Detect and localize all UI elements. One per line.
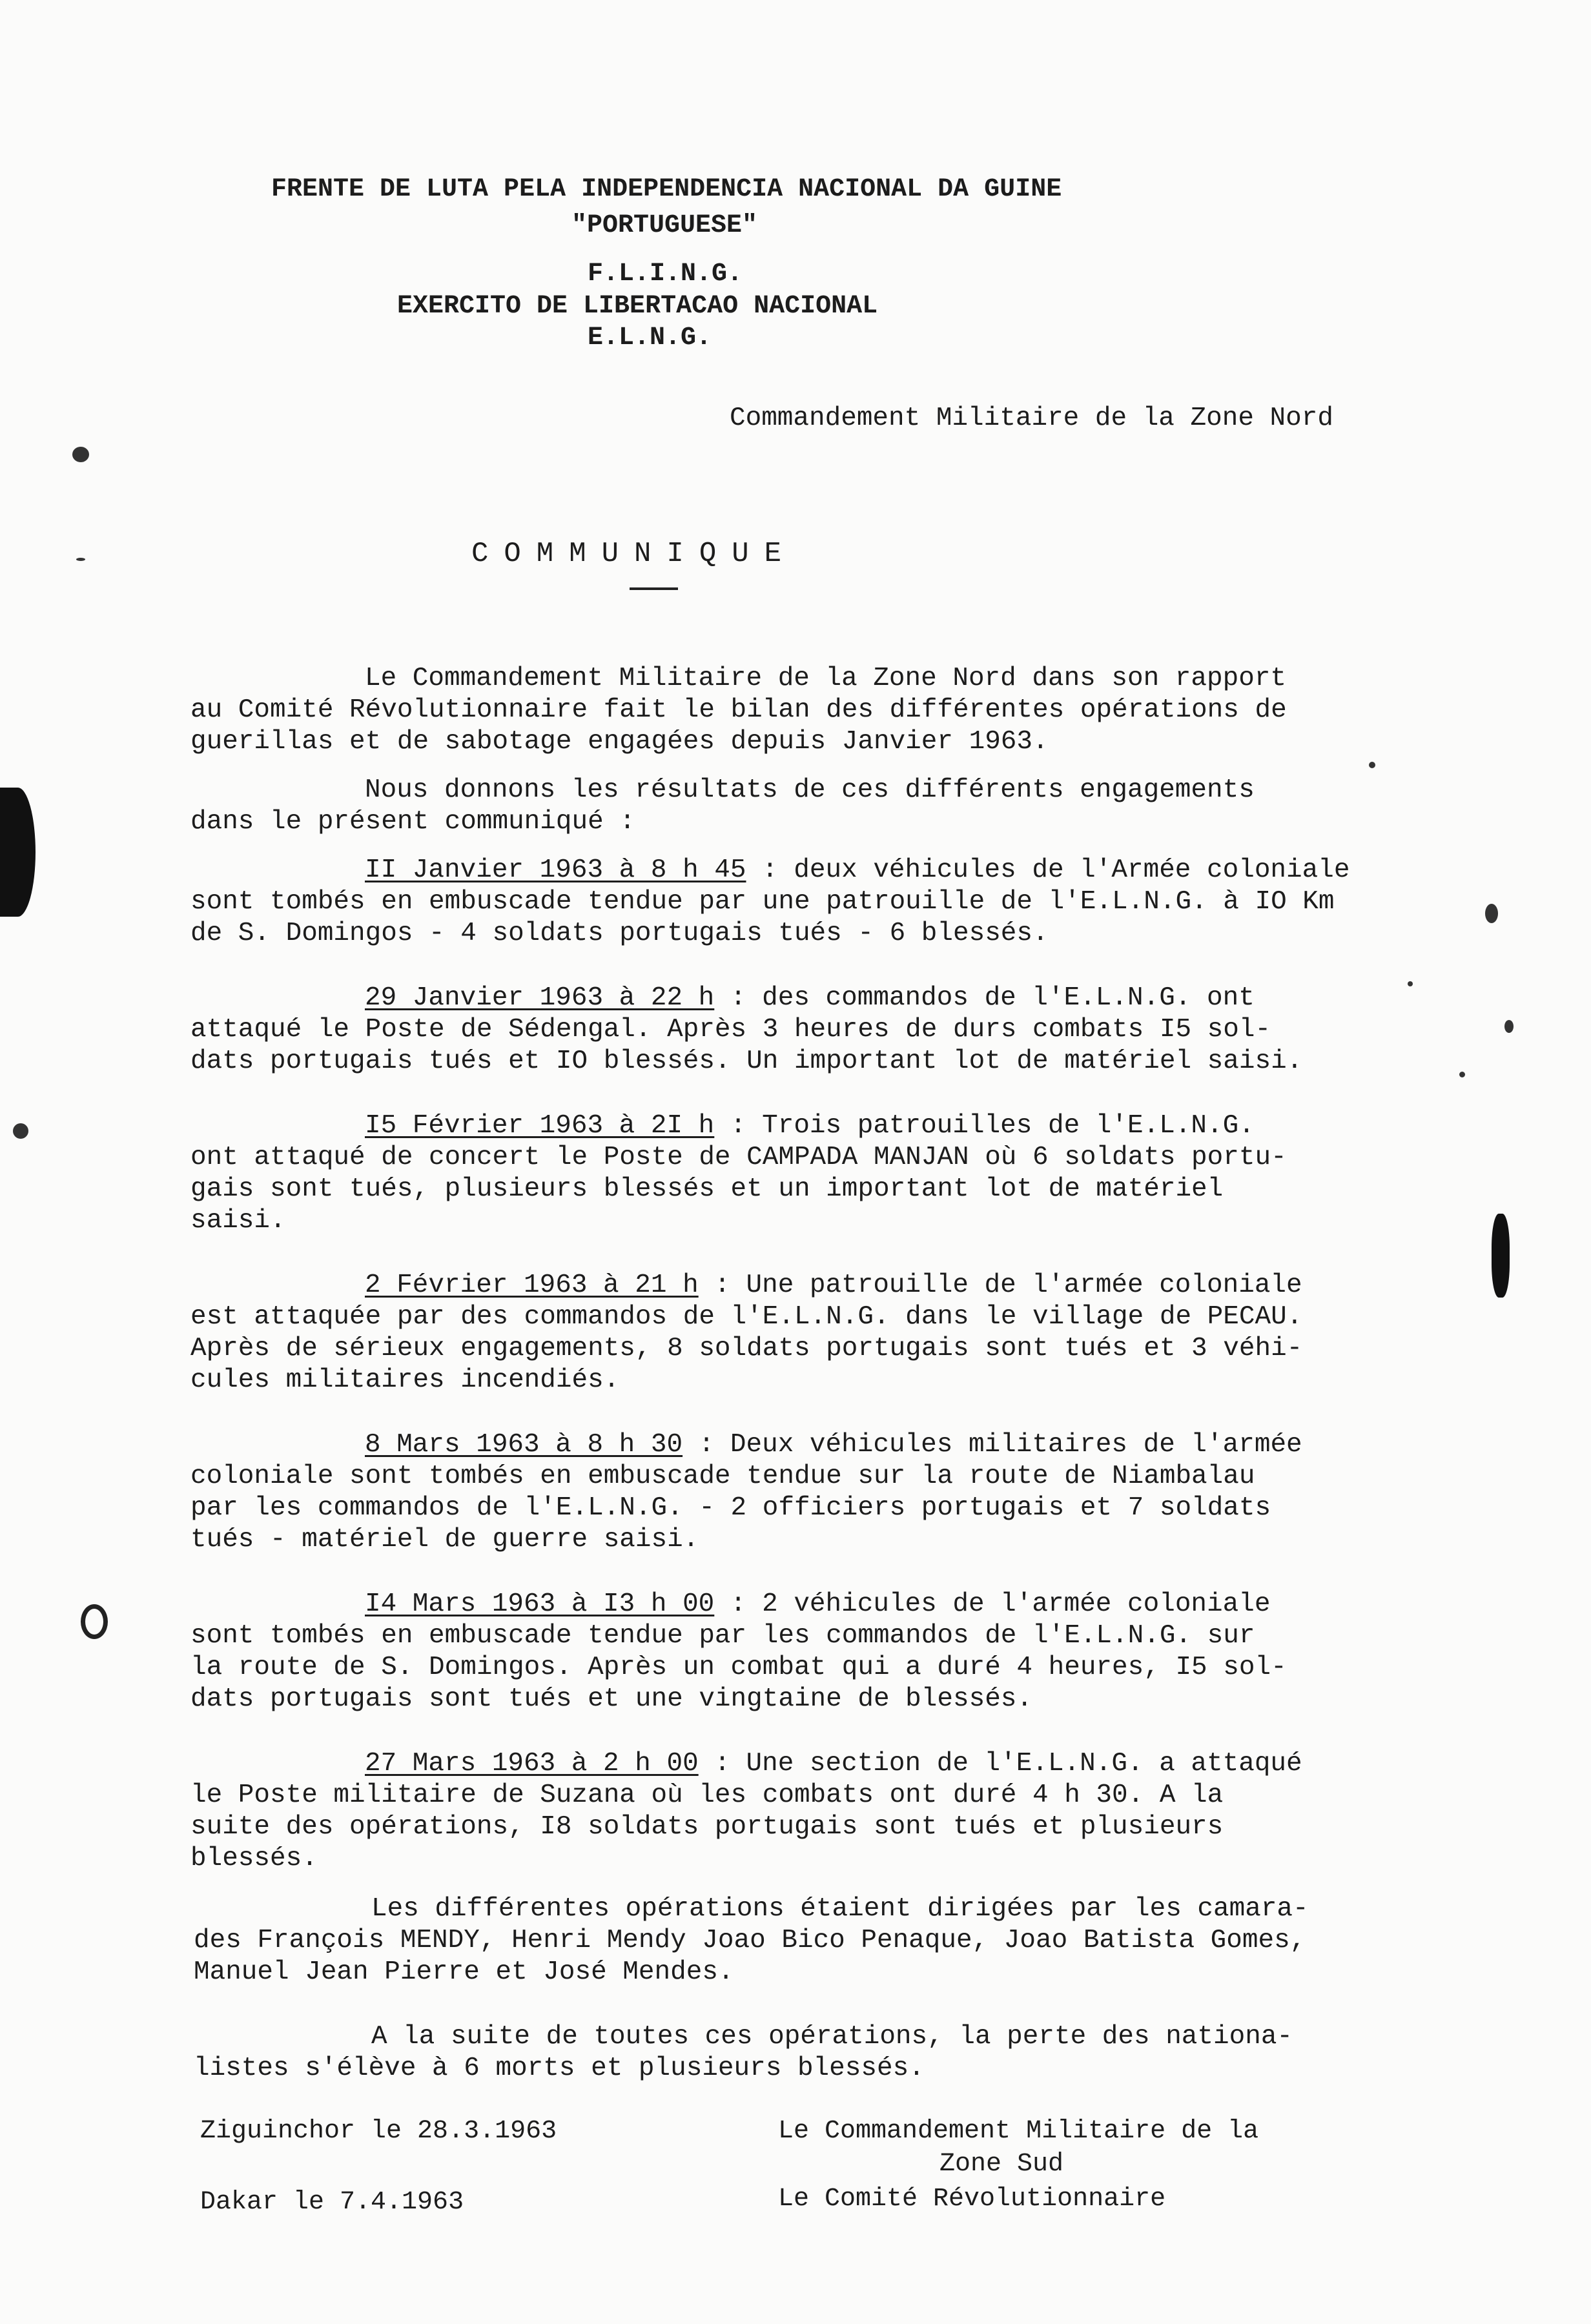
event-line: cules militaires incendiés. [190,1365,620,1395]
command-zone: Commandement Militaire de la Zone Nord [730,403,1333,433]
place-date-ziguinchor: Ziguinchor le 28.3.1963 [200,2117,557,2146]
scan-speck [1485,904,1498,923]
org-name-line2: "PORTUGUESE" [571,211,758,240]
event-line: I5 Février 1963 à 2I h : Trois patrouilles de l'E.L.N.G. [365,1111,1255,1141]
event-line: dats portugais tués et IO blessés. Un important lot de matériel saisi. [190,1046,1303,1076]
event-line: attaqué le Poste de Sédengal. Après 3 heures de durs combats I5 sol- [190,1015,1271,1045]
event-date: 8 Mars 1963 à 8 h 30 [365,1430,683,1460]
event-line: le Poste militaire de Suzana où les combats ont duré 4 h 30. A la [190,1780,1224,1810]
event-line: est attaquée par des commandos de l'E.L.N.G. dans le village de PECAU. [190,1302,1303,1332]
scan-speck [72,447,89,462]
intro2-line: Nous donnons les résultats de ces différents engagements [365,775,1255,805]
intro-line: Le Commandement Militaire de la Zone Nord dans son rapport [365,664,1287,693]
event-line: dats portugais sont tués et une vingtaine de blessés. [190,1684,1033,1714]
event-line: coloniale sont tombés en embuscade tendue sur la route de Niambalau [190,1462,1255,1491]
event-line: la route de S. Domingos. Après un combat qui a duré 4 heures, I5 sol- [190,1653,1287,1682]
event-date: I5 Février 1963 à 2I h [365,1111,715,1141]
event-line: 2 Février 1963 à 21 h : Une patrouille de l'armée coloniale [365,1270,1302,1300]
event-date: 29 Janvier 1963 à 22 h [365,983,715,1013]
scan-speck [81,1604,108,1639]
event-line: 29 Janvier 1963 à 22 h : des commandos de l'E.L.N.G. ont [365,983,1255,1013]
event-line: tués - matériel de guerre saisi. [190,1525,699,1554]
event-date: II Janvier 1963 à 8 h 45 [365,855,746,885]
intro-line: guerillas et de sabotage engagées depuis Janvier 1963. [190,727,1049,757]
event-line: saisi. [190,1206,286,1236]
scan-speck [1459,1072,1465,1077]
signatory-command: Le Commandement Militaire de la [778,2117,1259,2146]
event-date: 2 Février 1963 à 21 h [365,1270,699,1300]
document-title: COMMUNIQUE [471,538,797,570]
intro-line: au Comité Révolutionnaire fait le bilan des différentes opérations de [190,695,1287,725]
losses-line: listes s'élève à 6 morts et plusieurs blessés. [194,2054,925,2083]
scan-blot [1492,1214,1510,1298]
event-date: 27 Mars 1963 à 2 h 00 [365,1749,699,1779]
army-acronym: E.L.N.G. [588,323,712,352]
event-line: I4 Mars 1963 à I3 h 00 : 2 véhicules de l'armée coloniale [365,1589,1271,1619]
event-line: suite des opérations, I8 soldats portugais sont tués et plusieurs [190,1812,1224,1842]
losses-line: A la suite de toutes ces opérations, la perte des nationa- [371,2022,1293,2052]
scan-speck [1408,981,1413,986]
signatory-committee: Le Comité Révolutionnaire [778,2185,1166,2214]
org-name-line1: FRENTE DE LUTA PELA INDEPENDENCIA NACIONAL DA GUINE [271,175,1062,204]
event-line: blessés. [190,1844,318,1873]
event-line: sont tombés en embuscade tendue par une patrouille de l'E.L.N.G. à IO Km [190,887,1335,917]
title-underline [630,587,678,590]
scan-speck [13,1123,28,1139]
event-line: par les commandos de l'E.L.N.G. - 2 officiers portugais et 7 soldats [190,1493,1271,1523]
event-line: de S. Domingos - 4 soldats portugais tués - 6 blessés. [190,919,1049,948]
event-line: ont attaqué de concert le Poste de CAMPADA MANJAN où 6 soldats portu- [190,1143,1287,1172]
army-name: EXERCITO DE LIBERTACAO NACIONAL [397,292,878,321]
org-acronym: F.L.I.N.G. [588,260,743,289]
intro2-line: dans le présent communiqué : [190,807,635,837]
event-date: I4 Mars 1963 à I3 h 00 [365,1589,715,1619]
scan-speck [1504,1020,1514,1033]
leaders-line: Manuel Jean Pierre et José Mendes. [194,1957,734,1987]
event-line: Après de sérieux engagements, 8 soldats portugais sont tués et 3 véhi- [190,1334,1303,1363]
signatory-zone: Zone Sud [939,2150,1064,2179]
event-line: gais sont tués, plusieurs blessés et un important lot de matériel [190,1174,1224,1204]
scan-blot [0,788,36,917]
scan-speck [76,558,85,561]
event-line: 8 Mars 1963 à 8 h 30 : Deux véhicules militaires de l'armée [365,1430,1302,1460]
leaders-line: Les différentes opérations étaient dirigées par les camara- [371,1894,1309,1924]
event-line: sont tombés en embuscade tendue par les commandos de l'E.L.N.G. sur [190,1621,1255,1651]
scan-speck [1369,762,1375,768]
event-line: 27 Mars 1963 à 2 h 00 : Une section de l'E.L.N.G. a attaqué [365,1749,1302,1779]
leaders-line: des François MENDY, Henri Mendy Joao Bico Penaque, Joao Batista Gomes, [194,1926,1306,1955]
place-date-dakar: Dakar le 7.4.1963 [200,2188,464,2217]
event-line: II Janvier 1963 à 8 h 45 : deux véhicules de l'Armée coloniale [365,855,1350,885]
